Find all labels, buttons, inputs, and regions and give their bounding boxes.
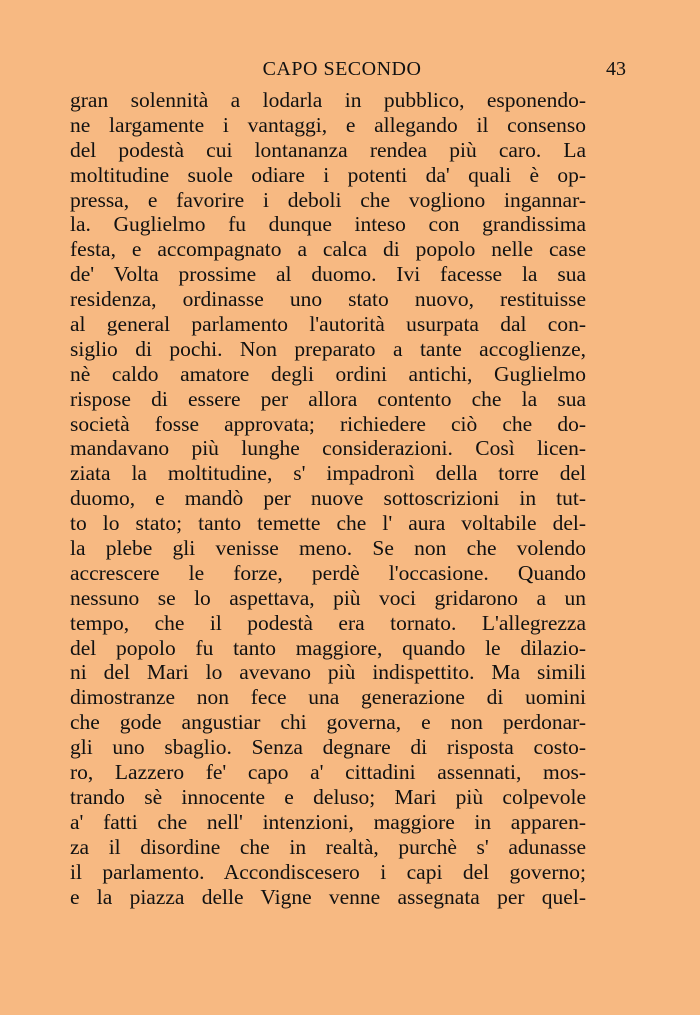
text-line: siglio di pochi. Non preparato a tante accoglienze, (70, 336, 586, 361)
chapter-title: CAPO SECONDO (262, 58, 422, 80)
text-line: de' Volta prossime al duomo. Ivi facesse la sua (70, 262, 586, 287)
running-head (72, 58, 626, 84)
text-line: a' fatti che nell' intenzioni, maggiore in apparen- (70, 809, 586, 834)
text-line: il parlamento. Accondiscesero i capi del governo; (70, 859, 586, 884)
text-line: dimostranze non fece una generazione di uomini (70, 685, 586, 710)
text-line: ne largamente i vantaggi, e allegando il consenso (70, 112, 586, 137)
text-line: che gode angustiar chi governa, e non perdonar- (70, 710, 586, 735)
text-line: e la piazza delle Vigne venne assegnata per quel- (70, 884, 586, 909)
text-line: gli uno sbaglio. Senza degnare di risposta costo- (70, 735, 586, 760)
text-line: società fosse approvata; richiedere ciò che do- (70, 411, 586, 436)
text-line: moltitudine suole odiare i potenti da' quali è op- (70, 162, 586, 187)
text-line: nessuno se lo aspettava, più voci gridarono a un (70, 585, 586, 610)
text-line: la plebe gli venisse meno. Se non che volendo (70, 536, 586, 561)
text-line: nè caldo amatore degli ordini antichi, Guglielmo (70, 361, 586, 386)
text-line: duomo, e mandò per nuove sottoscrizioni in tut- (70, 486, 586, 511)
text-line: rispose di essere per allora contento che la sua (70, 386, 586, 411)
text-line: accrescere le forze, perdè l'occasione. Quando (70, 560, 586, 585)
text-line: la. Guglielmo fu dunque inteso con grandissima (70, 212, 586, 237)
text-line: ni del Mari lo avevano più indispettito. Ma simili (70, 660, 586, 685)
body-text (70, 88, 586, 909)
text-line: al general parlamento l'autorità usurpata dal con- (70, 312, 586, 337)
text-line: del podestà cui lontananza rendea più caro. La (70, 137, 586, 162)
text-line: pressa, e favorire i deboli che vogliono ingannar- (70, 187, 586, 212)
text-line: mandavano più lunghe considerazioni. Così licen- (70, 436, 586, 461)
text-line: trando sè innocente e deluso; Mari più colpevole (70, 784, 586, 809)
text-line: gran solennità a lodarla in pubblico, esponendo- (70, 88, 586, 112)
text-line: za il disordine che in realtà, purchè s' adunasse (70, 834, 586, 859)
text-line: tempo, che il podestà era tornato. L'allegrezza (70, 610, 586, 635)
text-line: residenza, ordinasse uno stato nuovo, restituisse (70, 287, 586, 312)
text-line: festa, e accompagnato a calca di popolo nelle case (70, 237, 586, 262)
text-line: del popolo fu tanto maggiore, quando le dilazio- (70, 635, 586, 660)
text-line: ziata la moltitudine, s' impadronì della torre del (70, 461, 586, 486)
text-line: ro, Lazzero fe' capo a' cittadini assennati, mos- (70, 760, 586, 785)
page-number: 43 (606, 58, 626, 80)
text-line: to lo stato; tanto temette che l' aura voltabile del- (70, 511, 586, 536)
